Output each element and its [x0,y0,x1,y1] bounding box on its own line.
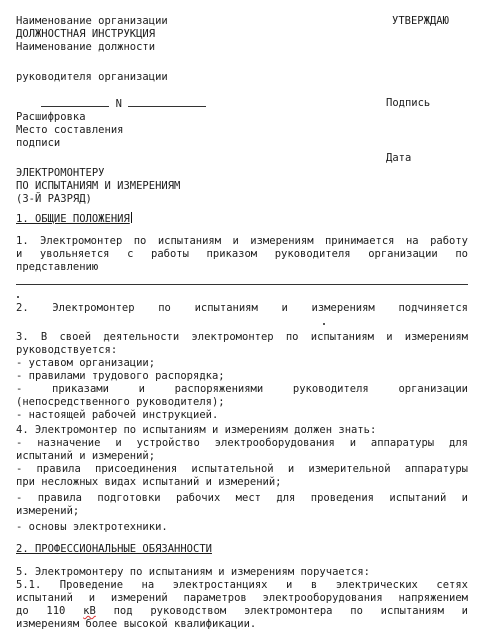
place-label: Место составления [16,124,124,136]
date-label: Дата [386,152,412,164]
head-of-org-label: руководителя организации [16,71,168,83]
number-blank [128,96,206,107]
p4-item-2-line-1: - правила присоединения испытательной и измерительной аппаратуры [16,463,468,475]
p1-line-2: и увольняется с работы приказом руководителя организации по [16,248,468,260]
p51-line-3-rest: под руководством электромонтера по испытаниям и [113,605,468,617]
p4-item-1-line-2: испытаний и измерений; [16,450,156,462]
title-line-3: (3-Й РАЗРЯД) [16,193,92,205]
p3-item-4: - настоящей рабочей инструкцией. [16,409,219,421]
p51-line-3-start: до 110 [16,605,66,617]
p5-line-1: 5. Электромонтеру по испытаниям и измерениям поручается: [16,566,371,578]
doc-type-label: ДОЛЖНОСТНАЯ ИНСТРУКЦИЯ [16,28,156,40]
p51-line-2: испытаний и измерений параметров электрооборудования напряжением [16,592,468,604]
p3-line-1: 3. В своей деятельности электромонтер по испытаниям и измерениям [16,331,468,343]
p4-item-4: - основы электротехники. [16,521,168,533]
section-1-heading [16,212,132,225]
p1-line-3: представлению [16,261,99,273]
p3-item-3-line-1: - приказами и распоряжениями руководителя организации [16,383,468,395]
p1-end-dot [17,296,19,298]
title-line-1: ЭЛЕКТРОМОНТЕРУ [16,167,105,179]
p51-line-4: измерениям более высокой квалификации. [16,618,257,630]
p2-end-dot [323,323,325,325]
date-blank [41,96,109,107]
p4-item-1-line-1: - назначение и устройство электрооборудования и аппаратуры для [16,437,468,449]
kv-unit: кВ [83,605,96,617]
p1-blank-line [16,284,468,285]
text-cursor [131,212,132,223]
p3-item-2: - правилами трудового распорядка; [16,370,225,382]
p3-item-3-line-2: (непосредственного руководителя); [16,396,225,408]
decoding-label: Расшифровка [16,111,86,123]
title-line-2: ПО ИСПЫТАНИЯМ И ИЗМЕРЕНИЯМ [16,180,181,192]
p4-item-3-line-2: измерений; [16,505,80,517]
section-2-heading [16,543,212,555]
p4-item-2-line-2: при несложных видах испытаний и измерений; [16,476,282,488]
org-name-label: Наименование организации [16,15,168,27]
p4-line-1: 4. Электромонтер по испытаниям и измерениям должен знать: [16,424,377,436]
section-2-heading-text: 2. ПРОФЕССИОНАЛЬНЫЕ ОБЯЗАННОСТИ [16,543,212,555]
position-name-label: Наименование должности [16,41,156,53]
section-1-heading-text: 1. ОБЩИЕ ПОЛОЖЕНИЯ [16,213,130,225]
p51-line-1: 5.1. Проведение на электростанциях и в электрических сетях [16,579,468,591]
approve-label: УТВЕРЖДАЮ [392,15,449,27]
p1-line-1: 1. Электромонтер по испытаниям и измерениям принимается на работу [16,235,468,247]
p3-item-1: - уставом организации; [16,357,156,369]
number-sign: N [115,98,122,110]
signatures-label: подписи [16,137,61,149]
p2-line-1: 2. Электромонтер по испытаниям и измерениям подчиняется [16,302,468,314]
p3-line-2: руководствуется: [16,344,118,356]
p4-item-3-line-1: - правила подготовки рабочих мест для проведения испытаний и [16,492,468,504]
signature-label: Подпись [386,97,431,109]
p51-line-3 [16,605,468,617]
